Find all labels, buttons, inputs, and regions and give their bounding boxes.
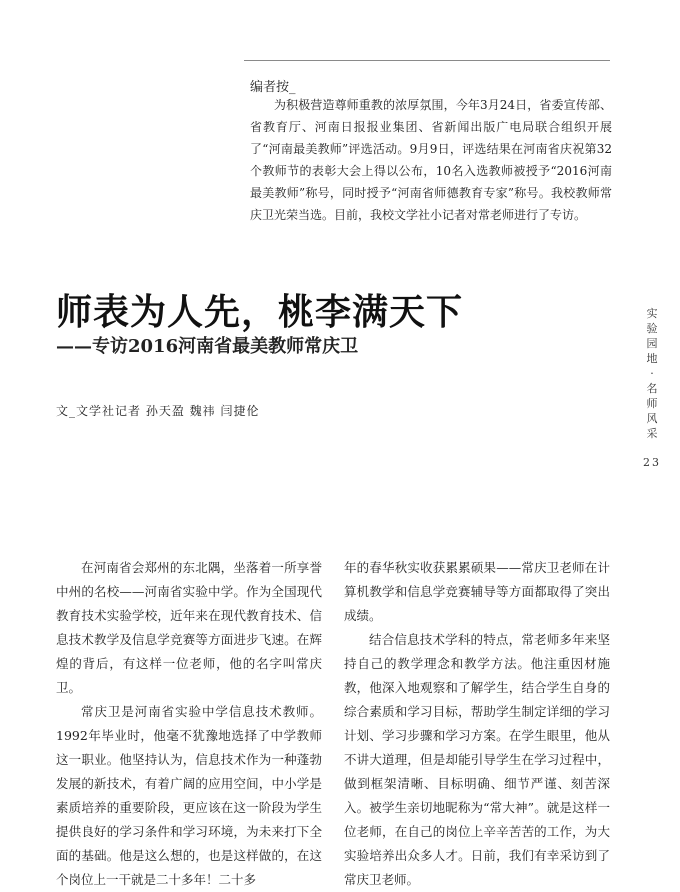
side-tab-char: 实 — [646, 307, 658, 320]
article-title: 师表为人先，桃李满天下 — [56, 291, 464, 333]
section-side-tab — [645, 306, 659, 441]
editor-note-label: 编者按_ — [250, 80, 296, 95]
side-tab-char: · — [650, 367, 654, 380]
side-tab-char: 风 — [646, 412, 658, 425]
article-byline: 文_文学社记者 孙天盈 魏祎 闫捷伦 — [56, 404, 260, 418]
side-tab-char: 采 — [646, 427, 658, 440]
article-subtitle: ——专访2016河南省最美教师常庆卫 — [56, 336, 359, 357]
body-paragraph-continuation: 年的春华秋实收获累累硕果——常庆卫老师在计算机教学和信息学竞赛辅导等方面都取得了突出成绩。 — [344, 560, 610, 623]
side-tab-char: 师 — [646, 397, 658, 410]
body-left-column — [56, 556, 322, 892]
side-tab-char: 名 — [646, 382, 658, 395]
body-paragraph: 在河南省会郑州的东北隅，坐落着一所享誉中州的名校——河南省实验中学。作为全国现代教育技术实验学校，近年来在现代教育技术、信息技术教学及信息学竞赛等方面进步飞速。在辉煌的背后，有这样一位老师，他的名字叫常庆卫。 — [56, 560, 322, 695]
side-tab-char: 园 — [646, 337, 658, 350]
body-paragraph: 常庆卫是河南省实验中学信息技术教师。1992年毕业时，他毫不犹豫地选择了中学教师这一职业。他坚持认为，信息技术作为一种蓬勃发展的新技术，有着广阔的应用空间，中小学是素质培养的重要阶段，更应该在这一阶段为学生提供良好的学习条件和学习环境，为未来打下全面的基础。他是这么想的，也是这样做的，在这个岗位上一干就是二十多年！二十多 — [56, 704, 322, 887]
side-tab-char: 地 — [646, 352, 658, 365]
header-rule — [244, 60, 610, 61]
body-right-column — [344, 556, 610, 892]
body-paragraph: 结合信息技术学科的特点，常老师多年来坚持自己的教学理念和教学方法。他注重因材施教，他深入地观察和了解学生，结合学生自身的综合素质和学习目标，帮助学生制定详细的学习计划、学习步骤和学习方案。在学生眼里，他从不讲大道理，但是却能引导学生在学习过程中，做到框架清晰、目标明确、细节严谨、刻苦深入。被学生亲切地昵称为“常大神”。就是这样一位老师，在自己的岗位上辛辛苦苦的工作，为大实验培养出众多人才。日前，我们有幸采访到了常庆卫老师。 — [344, 632, 610, 887]
side-tab-char: 验 — [646, 322, 658, 335]
page-number: 23 — [643, 456, 661, 469]
editor-note-text: 为积极营造尊师重教的浓厚氛围，今年3月24日，省委宣传部、省教育厅、河南日报报业集团、省新闻出版广电局联合组织开展了“河南最美教师”评选活动。9月9日，评选结果在河南省庆祝第32个教师节的表彰大会上得以公布，10名入选教师被授予“2016河南最美教师”称号，同时授予“河南省师德教育专家”称号。我校教师常庆卫光荣当选。目前，我校文学社小记者对常老师进行了专访。 — [250, 98, 612, 222]
